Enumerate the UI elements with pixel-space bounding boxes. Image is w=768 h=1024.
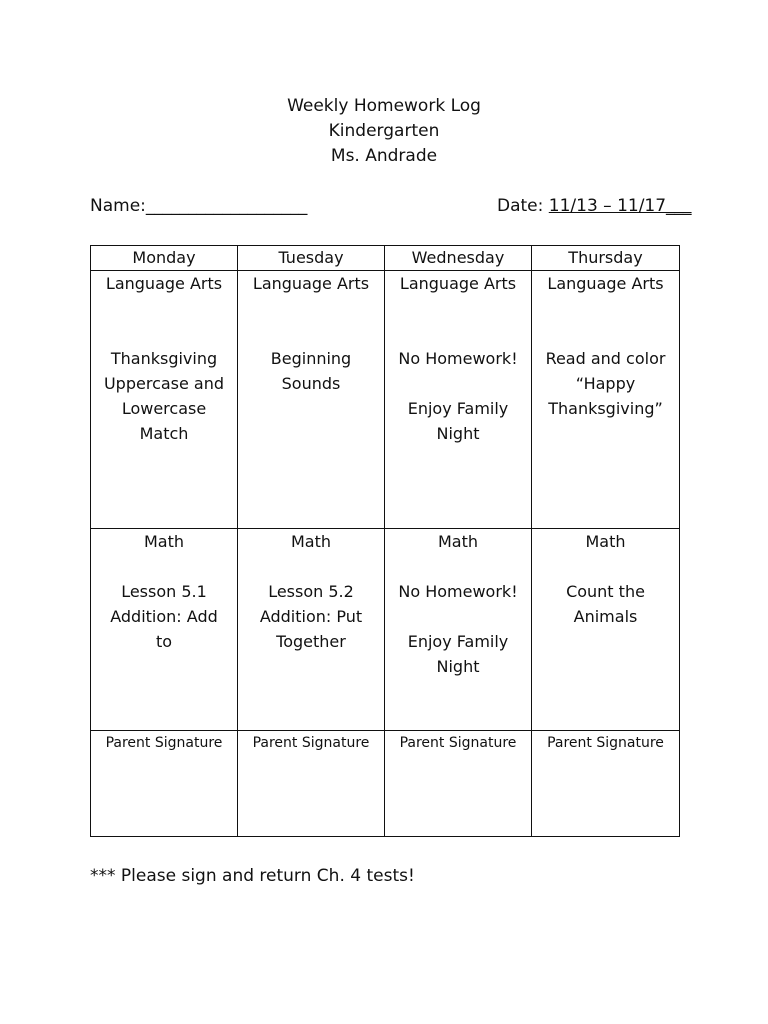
assignment-text: Beginning Sounds [270,349,352,393]
assignment-text: No Homework! Enjoy Family Night [398,349,518,443]
math-cell-thursday [532,529,680,731]
page-title: Weekly Homework Log [287,96,481,116]
day-header-monday: Monday [91,246,238,271]
day-header-wednesday: Wednesday [385,246,532,271]
signature-cell-monday [91,731,238,837]
assignment-text: Thanksgiving Uppercase and Lowercase Match [103,349,225,443]
subject-label: Math [437,532,479,551]
language-arts-cell-tuesday [238,271,385,529]
date-field [497,196,692,216]
assignment-text: No Homework! Enjoy Family Night [398,582,518,676]
day-header-thursday: Thursday [532,246,680,271]
subject-label: Math [585,532,626,551]
homework-table [90,245,680,837]
assignment-text: Lesson 5.2 Addition: Put Together [259,582,363,651]
day-header-row [91,246,680,271]
signature-cell-thursday [532,731,680,837]
assignment-text: Count the Animals [566,582,645,626]
subject-label: Language Arts [105,274,223,293]
document-header [0,94,768,169]
assignment-text: Lesson 5.1 Addition: Add to [110,582,218,651]
assignment-text: Read and color “Happy Thanksgiving” [545,349,666,418]
subject-label: Language Arts [547,274,664,293]
signature-cell-tuesday [238,731,385,837]
signature-cell-wednesday [385,731,532,837]
signature-label: Parent Signature [547,735,664,751]
language-arts-row [91,271,680,529]
language-arts-cell-thursday [532,271,680,529]
language-arts-cell-wednesday [385,271,532,529]
subject-label: Language Arts [399,274,517,293]
subject-label: Language Arts [252,274,370,293]
math-cell-wednesday [385,529,532,731]
math-cell-monday [91,529,238,731]
date-label: Date: [497,196,549,216]
signature-row [91,731,680,837]
signature-label: Parent Signature [105,735,223,751]
math-cell-tuesday [238,529,385,731]
footer-note: *** Please sign and return Ch. 4 tests! [90,866,415,886]
signature-label: Parent Signature [399,735,517,751]
date-value: 11/13 – 11/17___ [548,196,692,216]
name-label: Name:___________________ [90,196,308,216]
grade-label: Kindergarten [328,121,440,141]
name-field [90,196,307,216]
teacher-name: Ms. Andrade [330,146,438,166]
language-arts-cell-monday [91,271,238,529]
subject-label: Math [143,532,185,551]
signature-label: Parent Signature [252,735,370,751]
day-header-tuesday: Tuesday [238,246,385,271]
subject-label: Math [290,532,332,551]
math-row [91,529,680,731]
